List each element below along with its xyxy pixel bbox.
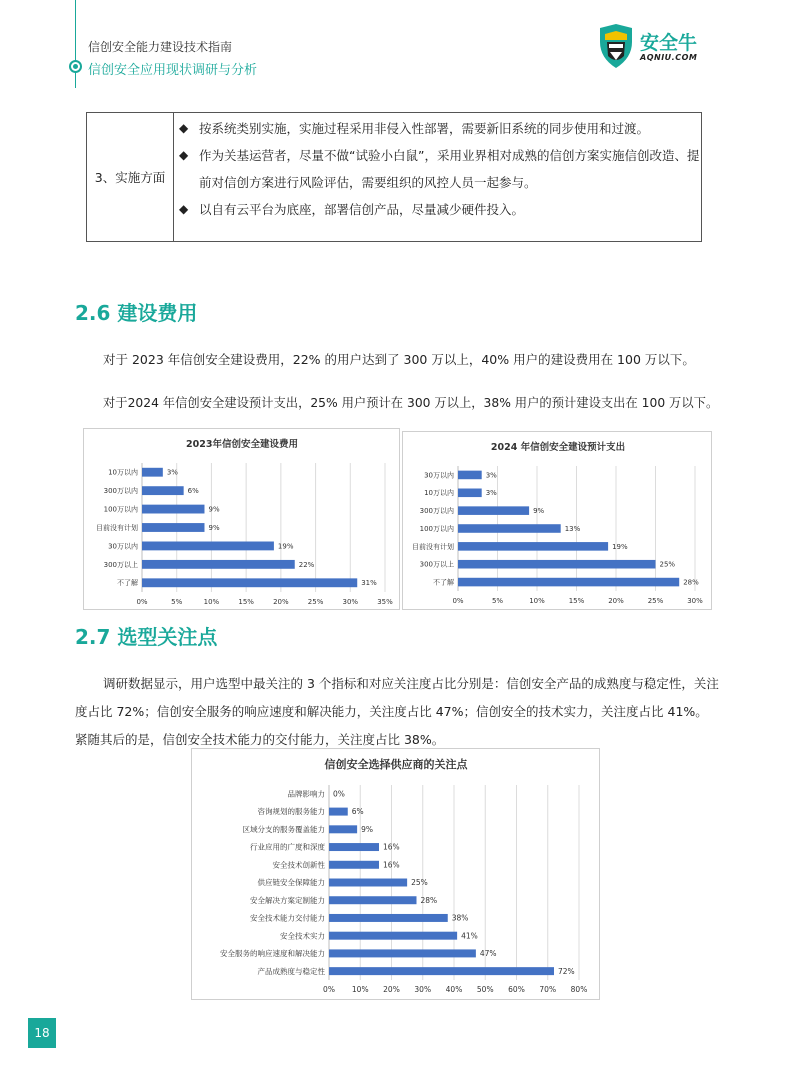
category-label: 300万以上 [419, 560, 454, 569]
paragraph-selection: 调研数据显示，用户选型中最关注的 3 个指标和对应关注度占比分别是：信创安全产品的成熟度与稳定性，关注度占比 72%；信创安全服务的响应速度和解决能力，关注度占比 47%；信创安全的技术实力，关注度占比 41%。紧随其后的是，信创安全技术能力的交付能力，关注度占比 38%。 [75, 676, 719, 747]
bar [458, 471, 482, 480]
data-label: 16% [383, 842, 400, 852]
bar [329, 879, 407, 887]
x-tick-label: 50% [476, 985, 494, 994]
data-label: 3% [485, 471, 497, 480]
x-tick-label: 25% [307, 598, 324, 606]
data-label: 9% [208, 523, 220, 532]
chart-2024-cost-svg [403, 432, 713, 611]
chart-title: 信创安全选择供应商的关注点 [324, 758, 468, 771]
bar [458, 560, 656, 569]
data-label: 41% [461, 931, 478, 941]
data-label: 22% [298, 560, 315, 569]
category-label: 10万以内 [424, 489, 454, 498]
list-item: ◆ 以自有云平台为底座，部署信创产品，尽量减少硬件投入。 [175, 196, 700, 223]
data-label: 6% [187, 487, 199, 496]
x-tick-label: 70% [539, 985, 557, 994]
diamond-bullet-icon: ◆ [179, 148, 189, 162]
x-tick-label: 10% [529, 597, 545, 605]
bar [458, 506, 529, 515]
bar [142, 486, 184, 495]
list-item: ◆ 按系统类别实施，实施过程采用非侵入性部署，需要新旧系统的同步使用和过渡。 [175, 115, 700, 142]
category-label: 300万以内 [419, 507, 454, 516]
bar [142, 542, 274, 551]
chart-supplier-focus [191, 748, 600, 1000]
diamond-bullet-icon: ◆ [179, 121, 189, 135]
category-label: 30万以内 [108, 542, 138, 551]
bar [458, 578, 679, 587]
bar [142, 560, 295, 569]
x-tick-label: 35% [377, 598, 393, 606]
brand-logo [596, 22, 706, 72]
data-label: 6% [351, 807, 364, 817]
category-label: 300万以上 [103, 560, 138, 569]
table-label-cell: 3、实施方面 [87, 113, 174, 241]
data-label: 19% [612, 542, 628, 551]
category-label: 目前没有计划 [412, 542, 454, 551]
x-tick-label: 5% [171, 598, 183, 606]
category-label: 30万以内 [424, 471, 454, 480]
bar [329, 861, 379, 869]
data-label: 9% [208, 505, 220, 514]
category-label: 供应链安全保障能力 [257, 878, 325, 888]
data-label: 3% [166, 468, 178, 477]
category-label: 品牌影响力 [287, 789, 325, 799]
data-label: 25% [411, 878, 428, 888]
data-label: 25% [659, 560, 676, 569]
chapter-title: 信创安全应用现状调研与分析 [88, 63, 258, 78]
implementation-table [86, 112, 702, 242]
page-number: 18 [28, 1018, 56, 1048]
bar [329, 843, 379, 851]
data-label: 38% [451, 913, 469, 923]
category-label: 安全解决方案定制能力 [250, 895, 325, 905]
x-tick-label: 40% [445, 985, 463, 994]
x-tick-label: 30% [414, 985, 432, 994]
category-label: 行业应用的广度和深度 [250, 842, 325, 852]
x-tick-label: 15% [238, 598, 254, 606]
chart-supplier-focus-svg [192, 749, 601, 1001]
x-tick-label: 20% [608, 597, 624, 605]
bar [142, 523, 204, 532]
bar [329, 896, 417, 904]
data-label: 47% [479, 949, 497, 959]
category-label: 安全技术创新性 [272, 860, 325, 870]
data-label: 19% [277, 542, 294, 551]
header-accent-line [75, 0, 76, 88]
data-label: 28% [683, 578, 699, 587]
x-tick-label: 30% [687, 597, 703, 605]
x-tick-label: 20% [273, 598, 289, 606]
data-label: 28% [420, 895, 438, 905]
bar [329, 808, 348, 816]
x-tick-label: 30% [342, 598, 359, 606]
chart-2023-cost [83, 428, 400, 610]
section-title-selection: 2.7 选型关注点 [75, 625, 218, 649]
category-label: 安全技术能力交付能力 [250, 913, 325, 923]
category-label: 安全服务的响应速度和解决能力 [220, 949, 325, 959]
bar [142, 468, 163, 477]
table-items [175, 115, 700, 223]
data-label: 13% [564, 524, 581, 533]
category-label: 不了解 [433, 578, 454, 587]
bar [329, 949, 476, 957]
chart-title: 2024 年信创安全建设预计支出 [490, 442, 626, 453]
guide-title: 信创安全能力建设技术指南 [88, 40, 233, 54]
x-tick-label: 10% [203, 598, 220, 606]
bar [329, 967, 554, 975]
bar [329, 932, 457, 940]
x-tick-label: 5% [491, 597, 504, 605]
chart-2023-cost-svg [84, 429, 401, 611]
header-bullet-icon [69, 60, 82, 73]
data-label: 0% [333, 789, 345, 799]
bar [458, 542, 608, 551]
data-label: 31% [361, 579, 377, 588]
x-tick-label: 0% [323, 985, 335, 994]
diamond-bullet-icon: ◆ [179, 202, 189, 216]
bar [329, 825, 357, 833]
chart-2024-cost [402, 431, 712, 610]
bar [142, 578, 357, 587]
bar [458, 489, 482, 498]
data-label: 9% [361, 824, 374, 834]
x-tick-label: 60% [508, 985, 525, 994]
x-tick-label: 10% [351, 985, 369, 994]
category-label: 安全技术实力 [280, 931, 325, 941]
category-label: 区域分支的服务覆盖能力 [242, 824, 325, 834]
data-label: 16% [383, 860, 400, 870]
x-tick-label: 15% [568, 597, 585, 605]
x-tick-label: 25% [647, 597, 664, 605]
chart-title: 2023年信创安全建设费用 [186, 439, 298, 450]
section-title-cost: 2.6 建设费用 [75, 301, 198, 325]
category-label: 300万以内 [103, 487, 138, 496]
paragraph-cost-2024: 对于2024 年信创安全建设预计支出，25% 用户预计在 300 万以上，38% 用户的预计建设支出在 100 万以下。 [103, 396, 719, 410]
bar [142, 505, 204, 514]
x-tick-label: 0% [136, 598, 148, 606]
category-label: 不了解 [117, 579, 138, 588]
bar [458, 524, 561, 533]
paragraph-cost-2023: 对于 2023 年信创安全建设费用，22% 的用户达到了 300 万以上，40% 用户的建设费用在 100 万以下。 [103, 352, 695, 367]
category-label: 咨询规划的服务能力 [257, 807, 325, 817]
category-label: 100万以内 [419, 524, 454, 533]
x-tick-label: 20% [383, 985, 400, 994]
data-label: 3% [485, 489, 497, 498]
logo-subtext: AQNIU.COM [640, 53, 698, 62]
category-label: 10万以内 [108, 468, 138, 477]
bar [329, 914, 448, 922]
knight-helmet-icon [596, 22, 636, 70]
data-label: 9% [533, 507, 545, 516]
category-label: 100万以内 [103, 505, 138, 514]
category-label: 目前没有计划 [96, 523, 138, 532]
data-label: 72% [558, 966, 575, 976]
x-tick-label: 0% [452, 597, 464, 605]
list-item: ◆ 作为关基运营者，尽量不做“试验小白鼠”，采用业界相对成熟的信创方案实施信创改造、提前对信创方案进行风险评估，需要组织的风控人员一起参与。 [175, 142, 700, 196]
category-label: 产品成熟度与稳定性 [257, 966, 325, 976]
logo-text: 安全牛 [640, 32, 698, 54]
x-tick-label: 80% [570, 985, 588, 994]
